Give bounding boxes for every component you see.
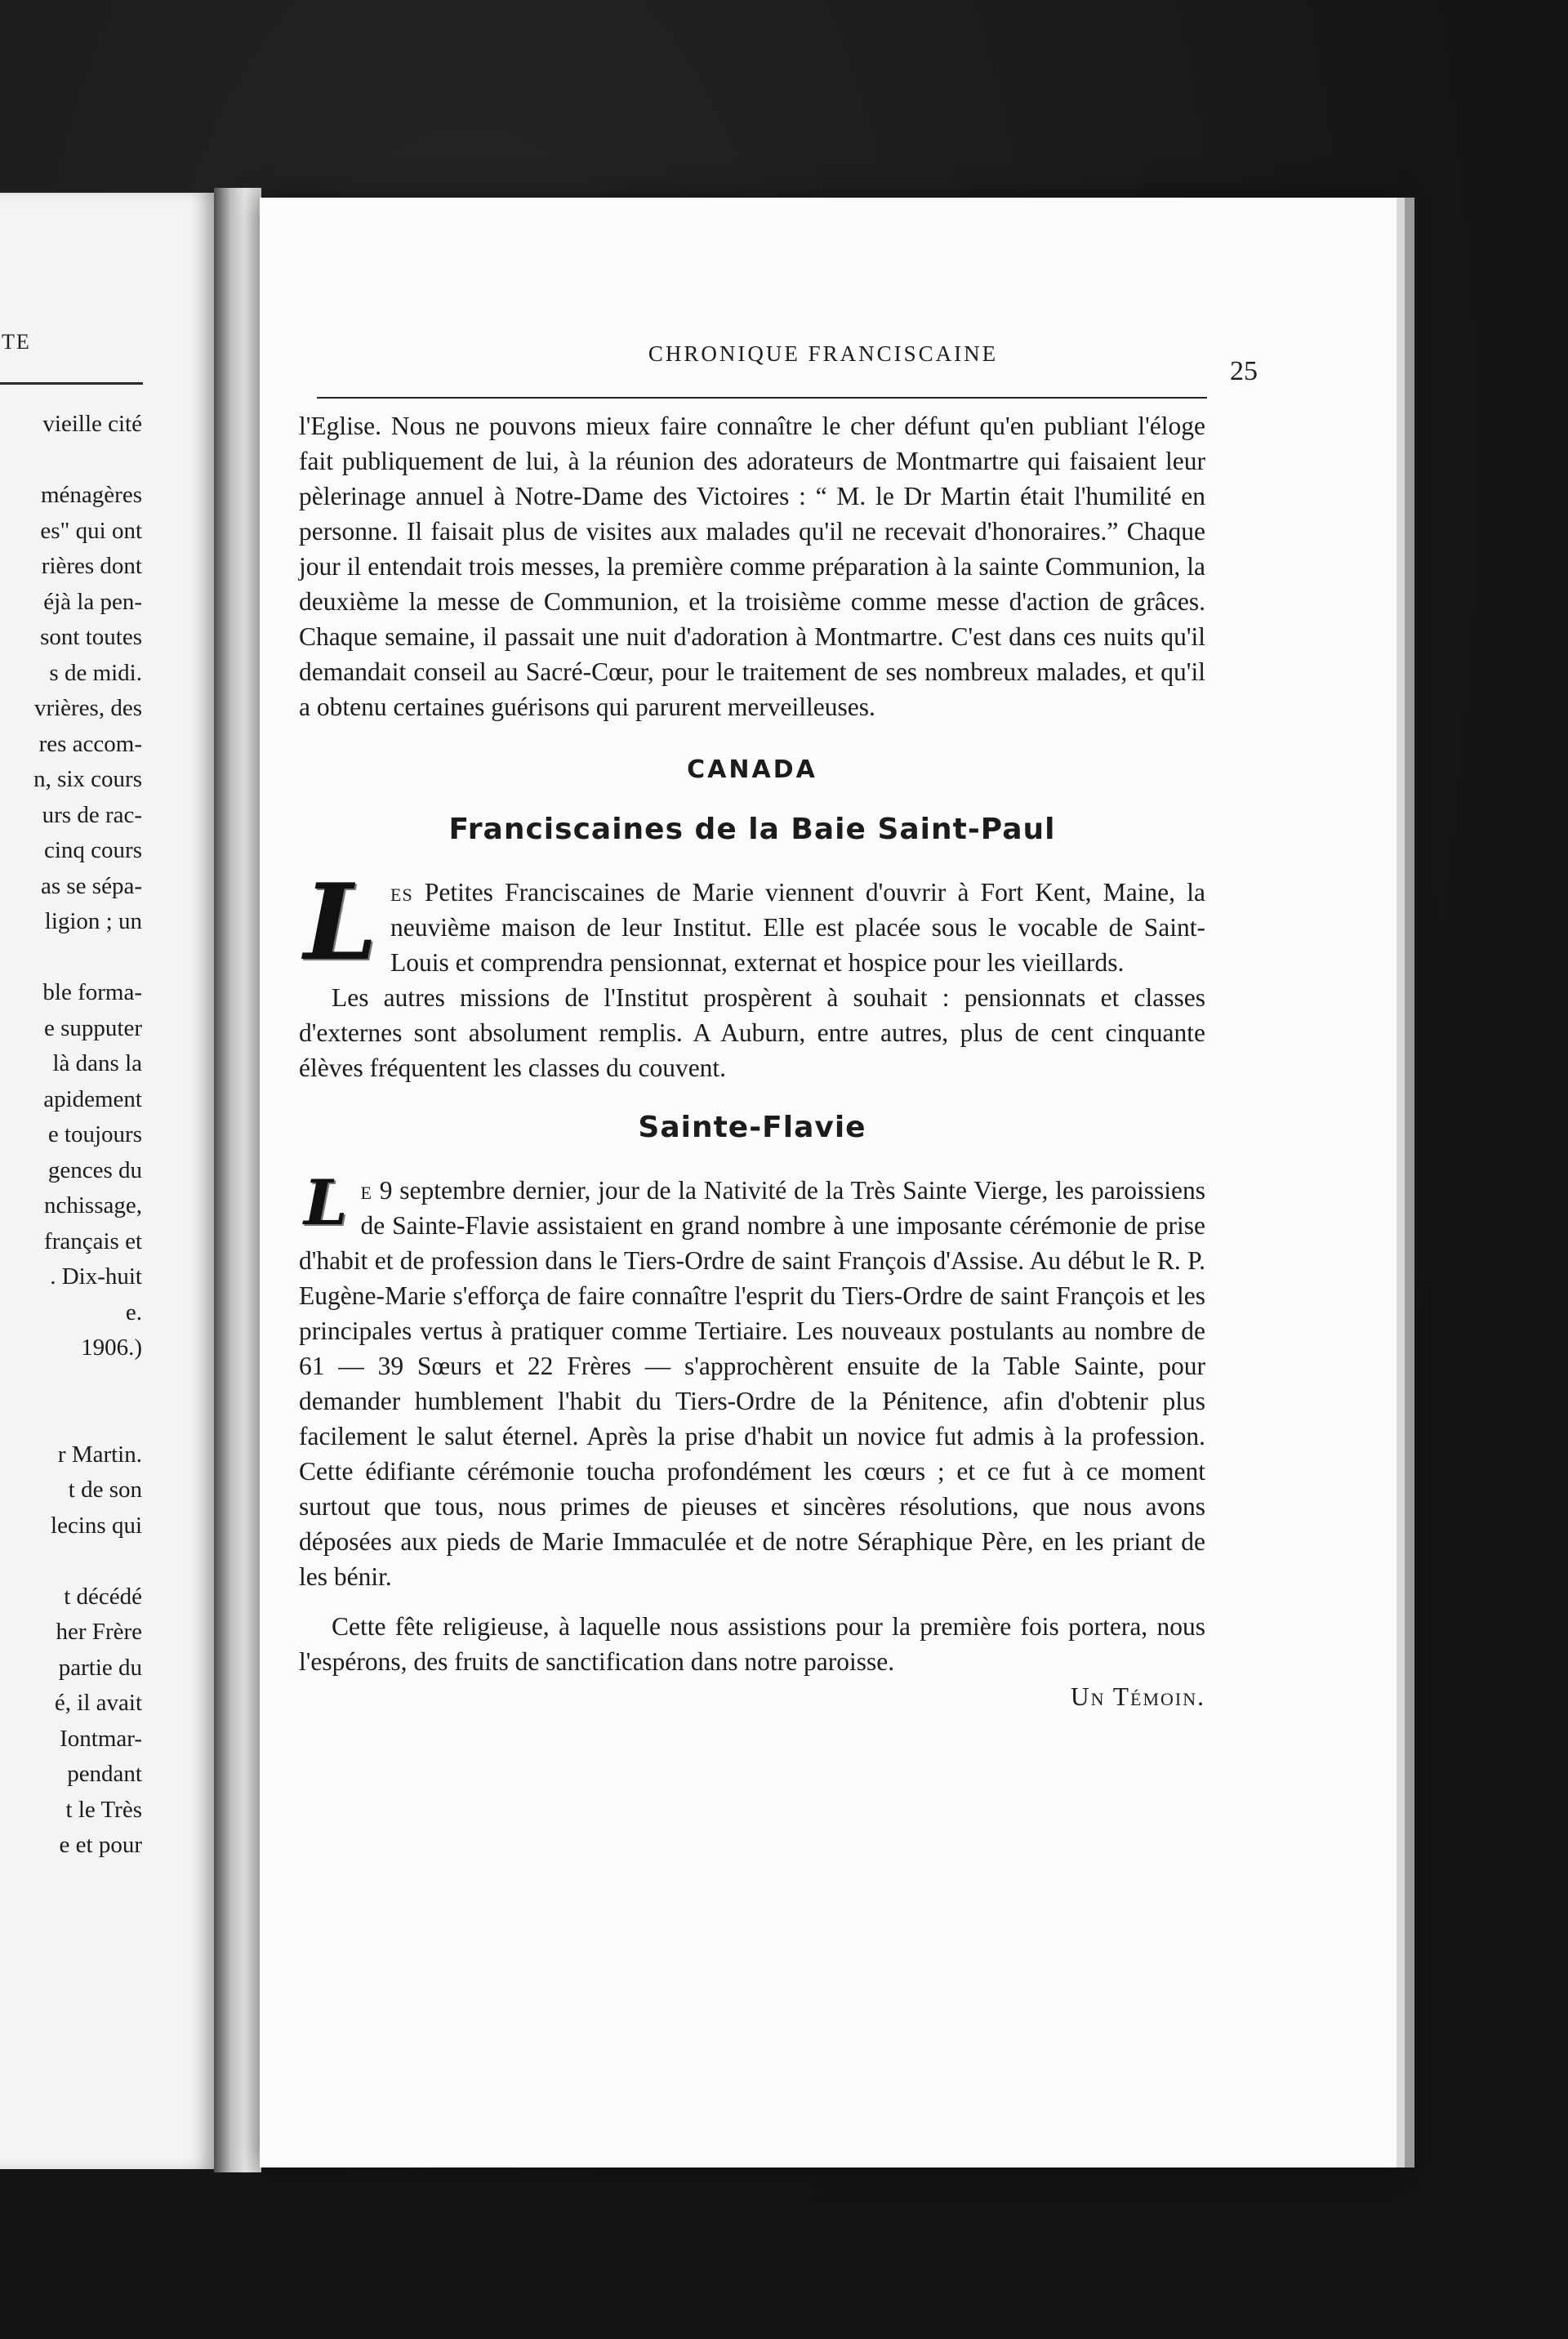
paragraph-text: Petites Franciscaines de Marie viennent d'ouvrir à Fort Kent, Maine, la neuvième maison de leur Institut. Elle est placée sous le vocable de Saint-Louis et comprendra pensionnat, externat et hospice pour les vieillards.	[390, 878, 1205, 977]
left-page-line: s de midi.	[49, 659, 142, 686]
left-page-line: vieille cité	[42, 411, 142, 437]
left-page-line: nchissage,	[44, 1192, 142, 1219]
left-page-line: cinq cours	[44, 837, 142, 863]
page-body	[299, 408, 1205, 1714]
left-page-text	[0, 407, 142, 1864]
page-number: 25	[1230, 356, 1258, 386]
left-header-rule	[0, 382, 143, 385]
left-page-line: e.	[125, 1299, 142, 1325]
left-page-line: gences du	[47, 1156, 142, 1183]
left-page-line: e toujours	[47, 1121, 142, 1147]
lead-in: e	[360, 1176, 372, 1205]
left-page-line: res accom-	[38, 730, 142, 757]
signature: Un Témoin.	[1070, 1682, 1205, 1711]
section-title-canada: CANADA	[687, 755, 817, 784]
left-page-line	[0, 1401, 142, 1437]
left-page-line: . Dix-huit	[50, 1263, 142, 1290]
left-page-line: sont toutes	[40, 624, 142, 650]
left-page-line: pendant	[67, 1761, 142, 1787]
left-page-line	[0, 443, 142, 479]
canada-paragraph-2: Les autres missions de l'Institut prospèrent à souhait : pensionnats et classes d'externes sont absolument remplis. A Auburn, entre autres, plus de cent cinquante élèves fréquentent les classes du couvent.	[299, 983, 1205, 1082]
running-head: CHRONIQUE FRANCISCAINE	[648, 341, 999, 366]
left-page-line: t décédé	[64, 1583, 142, 1610]
left-page-line: ménagères	[41, 482, 142, 508]
main-page	[260, 198, 1396, 2167]
left-page-line: as se sépa-	[40, 872, 142, 899]
left-page-line: Iontmar-	[60, 1725, 142, 1752]
left-page-line: 1906.)	[81, 1334, 142, 1361]
left-page-line: e supputer	[44, 1014, 142, 1041]
paragraph-text: 9 septembre dernier, jour de la Nativité de la Très Sainte Vierge, les paroissiens de Sainte-Flavie assistaient en grand nombre à une imposante cérémonie de prise d'habit et de profession dans le Tiers-Ordre de saint François d'Assise. Au début le R. P. Eugène-Marie s'efforça de faire connaître l'esprit du Tiers-Ordre de saint François et les principales vertus à pratiquer comme Tertiaire. Les nouveaux postulants au nombre de 61 — 39 Sœurs et 22 Frères — s'approchèrent ensuite de la Table Sainte, pour demander humblement l'habit du Tiers-Ordre de la Pénitence, afin d'obtenir plus facilement le salut éternel. Après la prise d'habit un novice fut admis à la profession. Cette édifiante cérémonie toucha profondément les cœurs ; et ce fut à ce moment surtout que tous, nous primes de pieuses et sincères résolutions, que nous avons déposées aux pieds de Marie Immaculée et de notre Séraphique Père, en les priant de les bénir.	[299, 1176, 1205, 1591]
left-page-line: ble forma-	[42, 979, 142, 1005]
left-page-line: her Frère	[56, 1619, 142, 1645]
lead-in: es	[390, 878, 413, 907]
drop-cap: L	[304, 862, 377, 984]
left-page-line: lecins qui	[51, 1512, 142, 1539]
left-page-line: vrières, des	[33, 695, 142, 721]
left-page-fragment	[0, 193, 214, 2169]
left-page-line	[0, 1544, 142, 1579]
left-page-line: français et	[44, 1227, 142, 1254]
flavie-paragraph-1	[299, 1166, 1205, 1594]
left-page-line: éjà la pen-	[43, 588, 142, 615]
book-spine	[214, 188, 261, 2172]
left-page-line: urs de rac-	[42, 801, 142, 828]
left-page-line: rières dont	[41, 553, 142, 579]
left-running-head: TE	[2, 330, 31, 354]
drop-cap: L	[304, 1166, 348, 1239]
left-page-line: t de son	[68, 1477, 142, 1503]
left-page-line: é, il avait	[54, 1690, 142, 1716]
left-page-line: partie du	[58, 1654, 142, 1681]
left-page-line: es" qui ont	[40, 517, 142, 544]
canada-paragraph-1	[299, 862, 1205, 984]
left-page-line: ligion ; un	[44, 908, 142, 934]
left-page-line: e et pour	[59, 1832, 142, 1858]
section-subtitle-sainte-flavie: Sainte-Flavie	[638, 1111, 866, 1144]
left-page-line	[0, 940, 142, 976]
left-page-line	[0, 1366, 142, 1402]
left-page-line: r Martin.	[57, 1441, 142, 1468]
flavie-paragraph-2: Cette fête religieuse, à laquelle nous assistions pour la première fois portera, nous l'espérons, des fruits de sanctification dans notre paroisse.	[299, 1612, 1205, 1676]
opening-paragraph: l'Eglise. Nous ne pouvons mieux faire connaître le cher défunt qu'en publiant l'éloge fait publiquement de lui, à la réunion des adorateurs de Montmartre qui faisaient leur pèlerinage annuel à Notre-Dame des Victoires : “ M. le Dr Martin était l'humilité en personne. Il faisait plus de visites aux malades qu'il ne recevait d'honoraires.” Chaque jour il entendait trois messes, la première comme préparation à la sainte Communion, la deuxième la messe de Communion, et la troisième comme messe d'action de grâces. Chaque semaine, il passait une nuit d'adoration à Montmartre. C'est dans ces nuits qu'il demandait conseil au Sacré-Cœur, pour le traitement de ses nombreux malades, et qu'il a obtenu certaines guérisons qui parurent merveilleuses.	[299, 412, 1205, 721]
left-page-line: là dans la	[52, 1050, 142, 1076]
left-page-line: t le Très	[65, 1796, 142, 1823]
left-page-line: apidement	[43, 1085, 142, 1112]
header-rule	[317, 397, 1207, 399]
left-page-line: n, six cours	[33, 766, 142, 792]
section-subtitle-baie-saint-paul: Franciscaines de la Baie Saint-Paul	[448, 813, 1056, 846]
